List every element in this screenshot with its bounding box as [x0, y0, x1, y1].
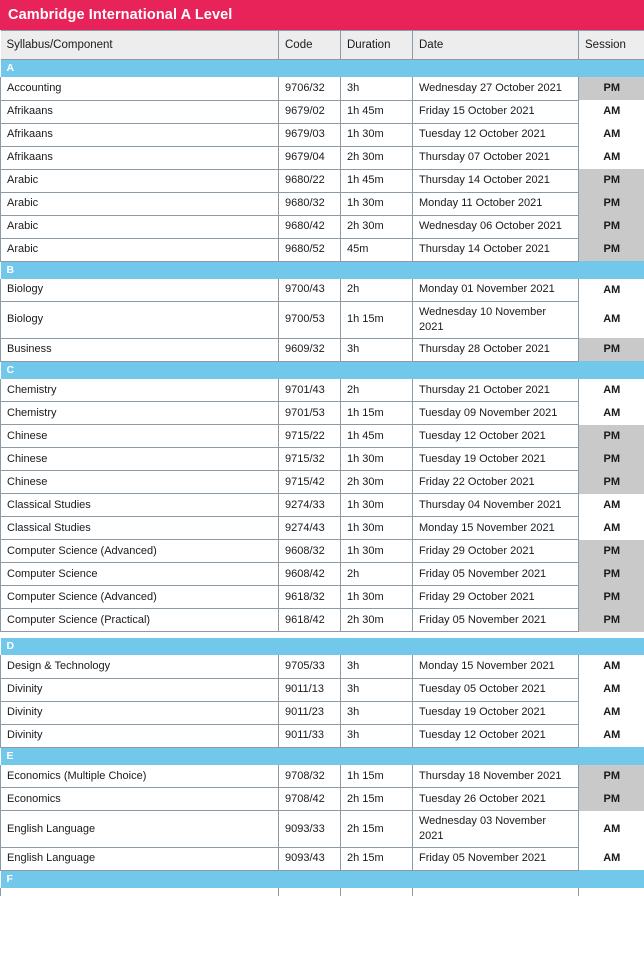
cell-syllabus: Arabic — [1, 238, 279, 261]
table-row — [1, 811, 644, 848]
cell-date: Monday 15 November 2021 — [413, 517, 579, 540]
cell-syllabus: Arabic — [1, 192, 279, 215]
cell-session: PM — [579, 338, 644, 361]
table-row — [1, 655, 644, 678]
cell-syllabus: Design & Technology — [1, 655, 279, 678]
section-header-row-f — [1, 870, 644, 888]
table-row — [1, 609, 644, 632]
cell-session: PM — [579, 788, 644, 811]
table-row — [1, 425, 644, 448]
section-letter: E — [1, 747, 644, 765]
table-row — [1, 123, 644, 146]
cell-code: 9618/32 — [279, 586, 341, 609]
cell-session: AM — [579, 517, 644, 540]
cell-duration: 1h 15m — [341, 302, 413, 339]
cell-code: 9680/22 — [279, 169, 341, 192]
cell-code: 9011/33 — [279, 724, 341, 747]
cell-session: PM — [579, 77, 644, 100]
cell-session: AM — [579, 100, 644, 123]
cell-date: Tuesday 12 October 2021 — [413, 724, 579, 747]
cell-syllabus: Computer Science (Practical) — [1, 609, 279, 632]
cell-duration: 1h 45m — [341, 100, 413, 123]
table-row — [1, 238, 644, 261]
table-header-row — [1, 31, 644, 60]
cell-session: AM — [579, 678, 644, 701]
cell-duration: 1h 30m — [341, 517, 413, 540]
table-row — [1, 379, 644, 402]
cell-duration: 2h 15m — [341, 788, 413, 811]
cell-duration: 1h 30m — [341, 448, 413, 471]
cell-code: 9708/32 — [279, 765, 341, 788]
page-title: Cambridge International A Level — [8, 6, 233, 23]
cell-code: 9608/32 — [279, 540, 341, 563]
cell-syllabus: Divinity — [1, 678, 279, 701]
cell-syllabus: Classical Studies — [1, 517, 279, 540]
cell-syllabus: Computer Science (Advanced) — [1, 540, 279, 563]
cell-date: Monday 11 October 2021 — [413, 192, 579, 215]
cell-code: 9679/04 — [279, 146, 341, 169]
cell-session: AM — [579, 847, 644, 870]
table-row — [1, 701, 644, 724]
cell-session: PM — [579, 425, 644, 448]
cell-code: 9715/32 — [279, 448, 341, 471]
cell-syllabus: English Language — [1, 847, 279, 870]
cell-duration-partial — [341, 888, 413, 896]
cell-duration: 3h — [341, 655, 413, 678]
cell-date: Tuesday 12 October 2021 — [413, 123, 579, 146]
cell-code: 9679/02 — [279, 100, 341, 123]
cell-session: PM — [579, 238, 644, 261]
cell-date: Friday 29 October 2021 — [413, 586, 579, 609]
table-row — [1, 215, 644, 238]
cell-syllabus: Classical Studies — [1, 494, 279, 517]
cell-session: PM — [579, 765, 644, 788]
cell-code: 9715/22 — [279, 425, 341, 448]
cell-date: Friday 29 October 2021 — [413, 540, 579, 563]
cell-date: Tuesday 26 October 2021 — [413, 788, 579, 811]
cell-duration: 3h — [341, 338, 413, 361]
cell-session: PM — [579, 563, 644, 586]
cell-date: Friday 22 October 2021 — [413, 471, 579, 494]
cell-code: 9093/33 — [279, 811, 341, 848]
table-row — [1, 788, 644, 811]
cell-code-partial — [279, 888, 341, 896]
table-row — [1, 540, 644, 563]
section-header-row-c — [1, 361, 644, 379]
cell-session: AM — [579, 146, 644, 169]
cell-code: 9011/23 — [279, 701, 341, 724]
cell-date: Tuesday 05 October 2021 — [413, 678, 579, 701]
cell-date: Wednesday 27 October 2021 — [413, 77, 579, 100]
cell-date: Thursday 04 November 2021 — [413, 494, 579, 517]
table-row — [1, 146, 644, 169]
timetable-title-bar — [0, 0, 644, 30]
table-row — [1, 279, 644, 302]
cell-syllabus: Computer Science — [1, 563, 279, 586]
cell-duration: 3h — [341, 724, 413, 747]
cell-duration: 3h — [341, 701, 413, 724]
cell-duration: 3h — [341, 77, 413, 100]
cell-date: Thursday 14 October 2021 — [413, 238, 579, 261]
cell-syllabus: Chinese — [1, 471, 279, 494]
cell-duration: 1h 45m — [341, 425, 413, 448]
cell-date: Thursday 14 October 2021 — [413, 169, 579, 192]
table-row — [1, 338, 644, 361]
cell-code: 9679/03 — [279, 123, 341, 146]
cell-duration: 3h — [341, 678, 413, 701]
cell-session: PM — [579, 448, 644, 471]
cell-duration: 1h 30m — [341, 123, 413, 146]
cell-duration: 2h 30m — [341, 146, 413, 169]
cell-session: AM — [579, 494, 644, 517]
cell-duration: 2h 15m — [341, 847, 413, 870]
table-row — [1, 192, 644, 215]
section-header-row-e — [1, 747, 644, 765]
cell-date: Wednesday 06 October 2021 — [413, 215, 579, 238]
cell-syllabus: Afrikaans — [1, 100, 279, 123]
cell-session: AM — [579, 379, 644, 402]
cell-syllabus: Arabic — [1, 169, 279, 192]
cell-date: Monday 01 November 2021 — [413, 279, 579, 302]
cell-code: 9608/42 — [279, 563, 341, 586]
cell-syllabus: Biology — [1, 279, 279, 302]
cell-syllabus: Chinese — [1, 425, 279, 448]
cell-duration: 2h 30m — [341, 609, 413, 632]
cell-date: Thursday 18 November 2021 — [413, 765, 579, 788]
table-row — [1, 847, 644, 870]
column-header-session: Session — [579, 31, 644, 60]
cell-date: Wednesday 03 November 2021 — [413, 811, 579, 848]
table-row — [1, 100, 644, 123]
cell-syllabus: Afrikaans — [1, 123, 279, 146]
table-row — [1, 494, 644, 517]
table-row — [1, 517, 644, 540]
cell-date: Friday 05 November 2021 — [413, 847, 579, 870]
cell-duration: 1h 15m — [341, 402, 413, 425]
cell-syllabus: Computer Science (Advanced) — [1, 586, 279, 609]
cell-session: AM — [579, 655, 644, 678]
column-header-duration: Duration — [341, 31, 413, 60]
cell-duration: 2h 30m — [341, 471, 413, 494]
section-letter: D — [1, 638, 644, 655]
cell-duration: 2h 30m — [341, 215, 413, 238]
cell-code: 9700/43 — [279, 279, 341, 302]
cell-syllabus: Chinese — [1, 448, 279, 471]
cell-duration: 2h — [341, 379, 413, 402]
cell-duration: 1h 30m — [341, 192, 413, 215]
cell-session: PM — [579, 540, 644, 563]
cell-date: Friday 15 October 2021 — [413, 100, 579, 123]
cell-date: Thursday 21 October 2021 — [413, 379, 579, 402]
cell-syllabus: Accounting — [1, 77, 279, 100]
table-row — [1, 302, 644, 339]
cell-session: AM — [579, 123, 644, 146]
cell-code: 9701/53 — [279, 402, 341, 425]
cell-session: PM — [579, 471, 644, 494]
cell-syllabus: Economics — [1, 788, 279, 811]
table-header — [1, 31, 644, 60]
cell-date: Thursday 28 October 2021 — [413, 338, 579, 361]
cell-syllabus: Chemistry — [1, 402, 279, 425]
cell-code: 9680/32 — [279, 192, 341, 215]
table-row — [1, 724, 644, 747]
cell-date: Thursday 07 October 2021 — [413, 146, 579, 169]
cell-duration: 2h 15m — [341, 811, 413, 848]
table-row — [1, 169, 644, 192]
table-row — [1, 586, 644, 609]
table-row — [1, 678, 644, 701]
cell-duration: 45m — [341, 238, 413, 261]
cell-session: AM — [579, 302, 644, 339]
cell-syllabus: Afrikaans — [1, 146, 279, 169]
cell-code: 9680/42 — [279, 215, 341, 238]
cell-duration: 2h — [341, 279, 413, 302]
section-letter: B — [1, 261, 644, 279]
cell-syllabus: English Language — [1, 811, 279, 848]
cell-code: 9705/33 — [279, 655, 341, 678]
cell-session: PM — [579, 192, 644, 215]
column-header-code: Code — [279, 31, 341, 60]
column-header-date: Date — [413, 31, 579, 60]
cell-duration: 1h 30m — [341, 494, 413, 517]
section-header-row-b — [1, 261, 644, 279]
cell-syllabus: Divinity — [1, 701, 279, 724]
cell-code: 9680/52 — [279, 238, 341, 261]
cell-session: AM — [579, 701, 644, 724]
cell-session: AM — [579, 811, 644, 848]
cell-code: 9715/42 — [279, 471, 341, 494]
cell-code: 9274/43 — [279, 517, 341, 540]
cell-duration: 2h — [341, 563, 413, 586]
cell-session: AM — [579, 279, 644, 302]
cell-code: 9093/43 — [279, 847, 341, 870]
cell-code: 9708/42 — [279, 788, 341, 811]
table-row — [1, 765, 644, 788]
section-letter: A — [1, 60, 644, 78]
cell-date: Tuesday 09 November 2021 — [413, 402, 579, 425]
table-body — [1, 60, 644, 896]
cell-code: 9618/42 — [279, 609, 341, 632]
cell-date: Friday 05 November 2021 — [413, 563, 579, 586]
table-row-partial — [1, 888, 644, 896]
cell-session: AM — [579, 402, 644, 425]
cell-code: 9011/13 — [279, 678, 341, 701]
cell-syllabus: Business — [1, 338, 279, 361]
cell-session: PM — [579, 586, 644, 609]
cell-code: 9274/33 — [279, 494, 341, 517]
cell-session: AM — [579, 724, 644, 747]
cell-duration: 1h 45m — [341, 169, 413, 192]
cell-code: 9706/32 — [279, 77, 341, 100]
cell-syllabus: Economics (Multiple Choice) — [1, 765, 279, 788]
cell-syllabus: Chemistry — [1, 379, 279, 402]
section-letter: F — [1, 870, 644, 888]
table-row — [1, 77, 644, 100]
timetable-table — [0, 30, 644, 896]
cell-date-partial — [413, 888, 579, 896]
cell-date: Monday 15 November 2021 — [413, 655, 579, 678]
cell-session-partial — [579, 888, 644, 896]
table-row — [1, 402, 644, 425]
cell-date: Tuesday 12 October 2021 — [413, 425, 579, 448]
cell-syllabus: Divinity — [1, 724, 279, 747]
cell-date: Tuesday 19 October 2021 — [413, 701, 579, 724]
cell-date: Wednesday 10 November 2021 — [413, 302, 579, 339]
section-header-row-a — [1, 60, 644, 78]
column-header-syllabus: Syllabus/Component — [1, 31, 279, 60]
table-row — [1, 563, 644, 586]
cell-code: 9609/32 — [279, 338, 341, 361]
cell-code: 9700/53 — [279, 302, 341, 339]
cell-date: Friday 05 November 2021 — [413, 609, 579, 632]
section-header-row-d — [1, 638, 644, 655]
cell-session: PM — [579, 169, 644, 192]
cell-code: 9701/43 — [279, 379, 341, 402]
cell-syllabus: Arabic — [1, 215, 279, 238]
cell-session: PM — [579, 215, 644, 238]
cell-session: PM — [579, 609, 644, 632]
cell-syllabus-partial — [1, 888, 279, 896]
table-row — [1, 471, 644, 494]
table-row — [1, 448, 644, 471]
section-letter: C — [1, 361, 644, 379]
cell-duration: 1h 15m — [341, 765, 413, 788]
cell-duration: 1h 30m — [341, 586, 413, 609]
cell-syllabus: Biology — [1, 302, 279, 339]
cell-duration: 1h 30m — [341, 540, 413, 563]
cell-date: Tuesday 19 October 2021 — [413, 448, 579, 471]
